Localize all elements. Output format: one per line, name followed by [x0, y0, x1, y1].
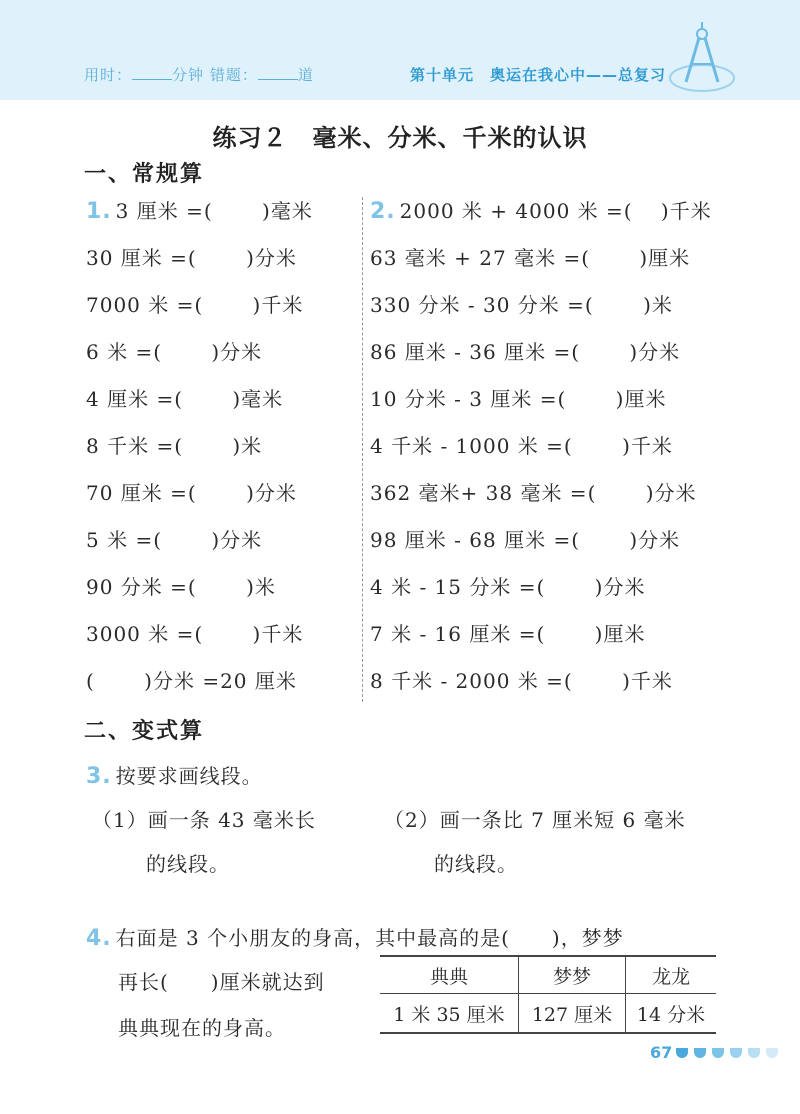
unit-title: 第十单元 奥运在我心中——总复习 [410, 66, 667, 84]
scallop [588, 88, 600, 100]
scallop [492, 88, 504, 100]
scallop [36, 88, 48, 100]
q2-item: 63 毫米 + 27 毫米 =( )厘米 [370, 246, 691, 270]
q3-text: 按要求画线段。 [115, 764, 263, 788]
scallop [540, 88, 552, 100]
q1-row-0 [86, 193, 313, 240]
q4-line3: 典典现在的身高。 [118, 1016, 286, 1040]
q1-item: 70 厘米 =( )分米 [86, 481, 297, 505]
q1-item: 6 米 =( )分米 [86, 340, 263, 364]
question-4 [86, 922, 624, 951]
scallop [396, 88, 408, 100]
q2-item: 10 分米 - 3 厘米 =( )厘米 [370, 387, 667, 411]
q1-item: ( )分米 =20 厘米 [86, 669, 297, 693]
scallop [252, 88, 264, 100]
scallop [228, 88, 240, 100]
compass-icon [664, 20, 744, 100]
q2-item: 86 厘米 - 36 厘米 =( )分米 [370, 340, 681, 364]
scallop [744, 88, 756, 100]
scallop [264, 88, 276, 100]
page-number: 67 [650, 1043, 673, 1062]
q2-item: 4 米 - 15 分米 =( )分米 [370, 575, 646, 599]
q3-sub1-line1: （1）画一条 43 毫米长 [92, 808, 316, 832]
scallop [192, 88, 204, 100]
scallop [336, 88, 348, 100]
table-header-cell: 典典 [380, 956, 519, 994]
question-3 [86, 760, 263, 789]
scallop [84, 88, 96, 100]
scallop [480, 88, 492, 100]
decor-dot [712, 1048, 724, 1058]
scallop [372, 88, 384, 100]
scallop [24, 88, 36, 100]
q1-item: 4 厘米 =( )毫米 [86, 387, 284, 411]
scallop [576, 88, 588, 100]
scallop [168, 88, 180, 100]
table-cell: 1 米 35 厘米 [380, 994, 519, 1034]
scallop [108, 88, 120, 100]
scallop [624, 88, 636, 100]
q3-sub2-line1: （2）画一条比 7 厘米短 6 毫米 [384, 808, 686, 832]
scallop [276, 88, 288, 100]
scallop [240, 88, 252, 100]
question-2 [370, 193, 712, 710]
scallop [132, 88, 144, 100]
time-errors-record [84, 64, 314, 85]
scallop [348, 88, 360, 100]
q4-line1: 右面是 3 个小朋友的身高，其中最高的是( )，梦梦 [115, 926, 624, 950]
column-divider [362, 197, 363, 702]
q2-item: 7 米 - 16 厘米 =( )厘米 [370, 622, 646, 646]
scallop [384, 88, 396, 100]
scallop [96, 88, 108, 100]
scallop [456, 88, 468, 100]
q1-item: 7000 米 =( )千米 [86, 293, 304, 317]
scallop [768, 88, 780, 100]
scallop [288, 88, 300, 100]
scallop [648, 88, 660, 100]
scallop [360, 88, 372, 100]
height-table [380, 955, 716, 1034]
scallop [12, 88, 24, 100]
q2-number: 2. [370, 199, 396, 224]
time-label: 用时： [84, 66, 133, 84]
scallop [120, 88, 132, 100]
scallop [144, 88, 156, 100]
q3-sub1-line2: 的线段。 [146, 852, 230, 876]
q2-item: 98 厘米 - 68 厘米 =( )分米 [370, 528, 681, 552]
scallop [516, 88, 528, 100]
q1-item: 30 厘米 =( )分米 [86, 246, 297, 270]
q2-item: 8 千米 - 2000 米 =( )千米 [370, 669, 673, 693]
scallop [204, 88, 216, 100]
q2-item: 330 分米 - 30 分米 =( )米 [370, 293, 673, 317]
scallop [612, 88, 624, 100]
scallop [792, 88, 800, 100]
decor-dot [748, 1048, 760, 1058]
scallop [468, 88, 480, 100]
page-title: 练习２ 毫米、分米、千米的认识 [212, 124, 588, 152]
section-1-title: 一、常规算 [84, 162, 205, 187]
q1-item: 5 米 =( )分米 [86, 528, 263, 552]
question-1 [86, 193, 313, 710]
q1-item: 3 厘米 =( )毫米 [115, 199, 313, 223]
scallop [636, 88, 648, 100]
scallop [0, 88, 12, 100]
scallop [444, 88, 456, 100]
errors-label: 错题： [209, 66, 258, 84]
q4-number: 4. [86, 926, 112, 951]
decor-dot [766, 1048, 778, 1058]
q1-item: 8 千米 =( )米 [86, 434, 263, 458]
scallop [180, 88, 192, 100]
q2-row-0 [370, 193, 712, 240]
scallop [60, 88, 72, 100]
decor-dot [694, 1048, 706, 1058]
scallop [780, 88, 792, 100]
decor-dot [730, 1048, 742, 1058]
scallop [48, 88, 60, 100]
q1-item: 90 分米 =( )米 [86, 575, 276, 599]
decor-dot [676, 1048, 688, 1058]
scallop [564, 88, 576, 100]
scallop [300, 88, 312, 100]
scallop [432, 88, 444, 100]
table-cell: 14 分米 [626, 994, 717, 1034]
table-header-cell: 梦梦 [519, 956, 626, 994]
time-unit: 分钟 [172, 66, 205, 84]
q3-sub2-line2: 的线段。 [434, 852, 518, 876]
table-cell: 127 厘米 [519, 994, 626, 1034]
scallop [156, 88, 168, 100]
scallop [528, 88, 540, 100]
scallop [420, 88, 432, 100]
errors-unit: 道 [297, 66, 314, 84]
time-blank[interactable] [132, 67, 172, 80]
scallop [504, 88, 516, 100]
table-header-cell: 龙龙 [626, 956, 717, 994]
q1-number: 1. [86, 199, 112, 224]
section-2-title: 二、变式算 [84, 719, 205, 744]
scallop [408, 88, 420, 100]
q2-item: 4 千米 - 1000 米 =( )千米 [370, 434, 673, 458]
q3-number: 3. [86, 764, 112, 789]
scallop [72, 88, 84, 100]
scallop [312, 88, 324, 100]
scallop [600, 88, 612, 100]
q2-item: 2000 米 + 4000 米 =( )千米 [399, 199, 712, 223]
q2-item: 362 毫米+ 38 毫米 =( )分米 [370, 481, 697, 505]
scallop [756, 88, 768, 100]
errors-blank[interactable] [258, 67, 298, 80]
q4-line2: 再长( )厘米就达到 [118, 970, 325, 994]
scallop [216, 88, 228, 100]
scallop [552, 88, 564, 100]
scallop [324, 88, 336, 100]
q1-item: 3000 米 =( )千米 [86, 622, 304, 646]
